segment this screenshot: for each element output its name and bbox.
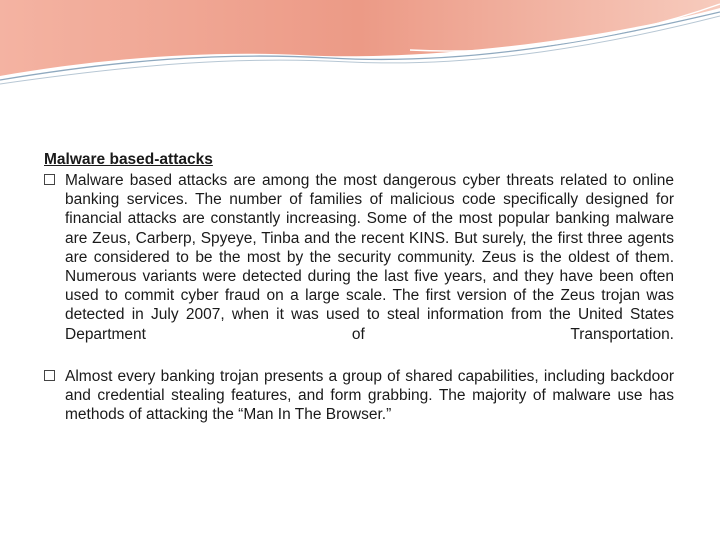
header-decoration <box>0 0 720 90</box>
hollow-square-bullet-icon <box>44 370 55 381</box>
bullet-item <box>44 367 674 425</box>
slide-heading: Malware based-attacks <box>44 151 213 168</box>
slide-content <box>44 150 674 424</box>
bullet-text: Almost every banking trojan presents a group of shared capabilities, including backdoor and credential stealing features, and form grabbing. The majority of malware use has methods of attacking the “Man In The Browser.” <box>65 367 674 424</box>
bullet-text: Malware based attacks are among the most dangerous cyber threats related to online banking services. The number of families of malicious code specifically designed for financial attacks are constantly increasing. Some of the most popular banking malware are Zeus, Carberp, Spyeye, Tinba and the recent KINS. But surely, the first three agents are considered to be the most by the security community. Zeus is the oldest of them. Numerous variants were detected during the last five years, and they have been often used to commit cyber fraud on a large scale. The first version of the Zeus trojan was detected in July 2007, when it was used to steal information from the United States Department of Transportation. <box>65 172 674 343</box>
hollow-square-bullet-icon <box>44 174 55 185</box>
bullet-item <box>44 171 674 344</box>
